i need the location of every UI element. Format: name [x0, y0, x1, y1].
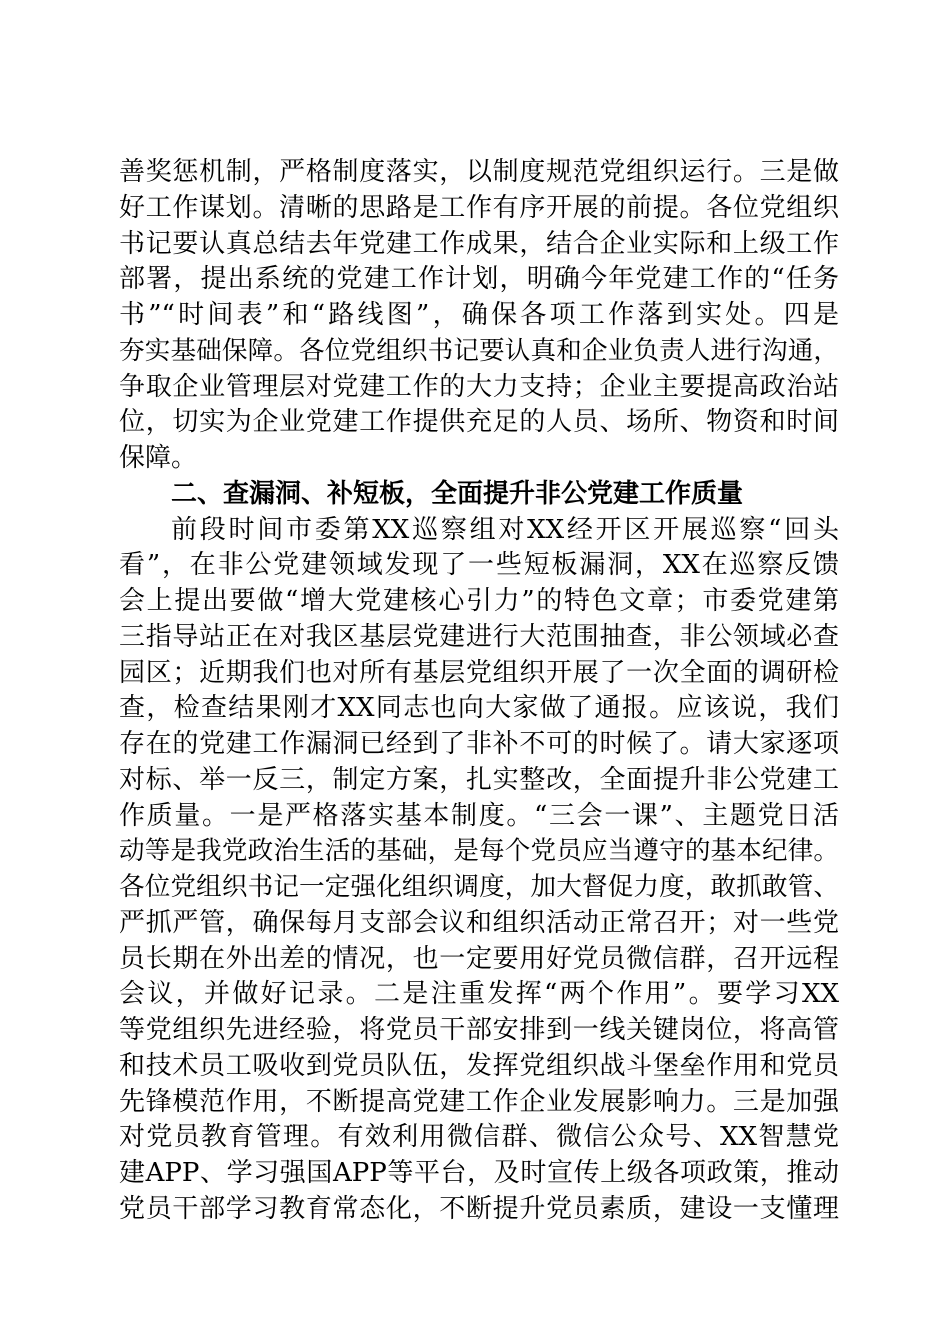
paragraph-line: 各位党组织书记一定强化组织调度，加大督促力度，敢抓敢管、: [119, 872, 839, 902]
document-body: [119, 155, 839, 1228]
paragraph-line: 员长期在外出差的情况，也一定要用好党员微信群，召开远程: [119, 943, 839, 974]
paragraph-line: 三指导站正在对我区基层党建进行大范围抽查，非公领域必查: [119, 621, 839, 652]
paragraph-line: 园区；近期我们也对所有基层党组织开展了一次全面的调研检: [119, 657, 839, 688]
paragraph-line: 善奖惩机制，严格制度落实，以制度规范党组织运行。三是做: [119, 157, 839, 187]
paragraph-line: 书记要认真总结去年党建工作成果，结合企业实际和上级工作: [119, 228, 839, 259]
paragraph-line: 部署，提出系统的党建工作计划，明确今年党建工作的“任务: [119, 264, 839, 295]
paragraph-line: 先锋模范作用，不断提高党建工作企业发展影响力。三是加强: [119, 1086, 839, 1117]
paragraph-line: 作质量。一是严格落实基本制度。“三会一课”、主题党日活: [119, 800, 839, 831]
paragraph-line: 动等是我党政治生活的基础，是每个党员应当遵守的基本纪律。: [119, 836, 839, 867]
paragraph-line: 和技术员工吸收到党员队伍，发挥党组织战斗堡垒作用和党员: [119, 1050, 839, 1081]
paragraph-line: 党员干部学习教育常态化，不断提升党员素质，建设一支懂理: [119, 1193, 839, 1224]
paragraph-line: 等党组织先进经验，将党员干部安排到一线关键岗位，将高管: [119, 1015, 839, 1045]
paragraph-line: 会议，并做好记录。二是注重发挥“两个作用”。要学习XX: [119, 979, 839, 1010]
paragraph-line: 对标、举一反三，制定方案，扎实整改，全面提升非公党建工: [119, 764, 839, 795]
paragraph-line: 查，检查结果刚才XX同志也向大家做了通报。应该说，我们: [119, 693, 839, 724]
paragraph-line: 存在的党建工作漏洞已经到了非补不可的时候了。请大家逐项: [119, 729, 839, 759]
paragraph-line: 保障。: [119, 443, 198, 473]
paragraph-line: 看”，在非公党建领域发现了一些短板漏洞，XX在巡察反馈: [119, 550, 839, 581]
paragraph-line: 会上提出要做“增大党建核心引力”的特色文章；市委党建第: [119, 586, 839, 616]
paragraph-line: 严抓严管，确保每月支部会议和组织活动正常召开；对一些党: [119, 907, 839, 938]
section-heading: 二、查漏洞、补短板，全面提升非公党建工作质量: [171, 478, 744, 509]
paragraph-line: 建APP、学习强国APP等平台，及时宣传上级各项政策，推动: [119, 1158, 839, 1188]
paragraph-line: 对党员教育管理。有效利用微信群、微信公众号、XX智慧党: [119, 1122, 839, 1153]
paragraph-line: 好工作谋划。清晰的思路是工作有序开展的前提。各位党组织: [119, 192, 839, 223]
paragraph-line: 书”“时间表”和“路线图”，确保各项工作落到实处。四是: [119, 300, 839, 330]
paragraph-line: 位，切实为企业党建工作提供充足的人员、场所、物资和时间: [119, 407, 839, 438]
paragraph-line: 争取企业管理层对党建工作的大力支持；企业主要提高政治站: [119, 371, 839, 402]
paragraph-line: 夯实基础保障。各位党组织书记要认真和企业负责人进行沟通，: [119, 335, 839, 366]
paragraph-line: 前段时间市委第XX巡察组对XX经开区开展巡察“回头: [171, 514, 839, 545]
